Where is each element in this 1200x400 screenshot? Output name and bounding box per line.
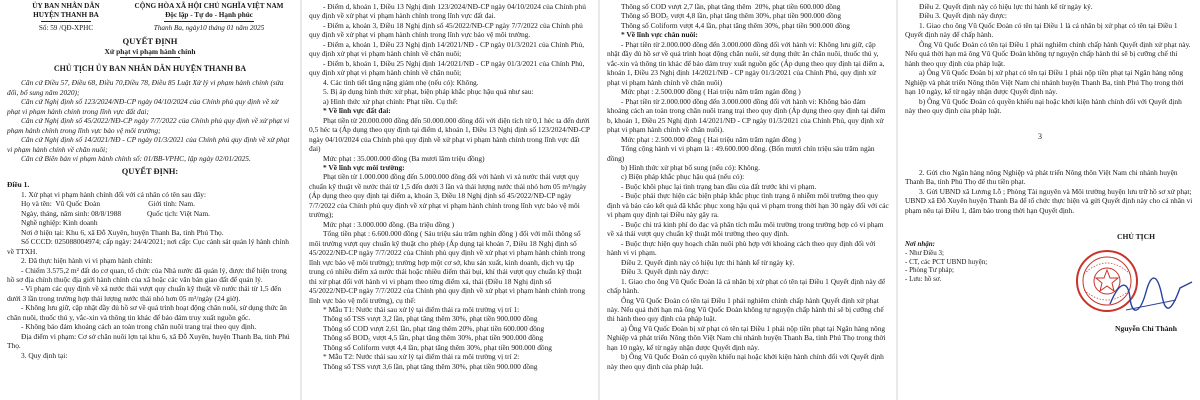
paragraph-line: Thông số Coliform vượt 4,4 lần, phạt tăng thêm 30%, phạt tiền 900.000 đồng (621, 20, 850, 30)
document-page-1 (0, 0, 300, 400)
paragraph-line: b) Hình thức xử phạt bổ sung (nếu có): Không. (621, 162, 760, 172)
issuing-body (7, 2, 125, 34)
paragraph-line: * Mẫu T1: Nước thải sau xử lý tại điểm thải ra môi trường vị trí 1: (323, 305, 520, 314)
paragraph-line: * Về lĩnh vực chăn nuôi: (621, 30, 698, 40)
paragraph-line: Ngày, tháng, năm sinh: 08/8/1988 Quốc tịch: Việt Nam. (21, 208, 211, 218)
document-subtitle: Xử phạt vi phạm hành chính (104, 46, 196, 56)
paragraph-line: 2. Đã thực hiện hành vi vi phạm hành chính: (21, 256, 153, 266)
paragraph-line: b) Ông Vũ Quốc Đoàn có quyền khiếu nại hoặc khởi kiện hành chính đối với Quyết định này theo quy định của pháp luật. (905, 96, 1184, 116)
paragraph-line: 2. Gửi cho Ngân hàng nông Nghiệp và phát triển Nông thôn Việt Nam chi nhánh huyện Thanh Ba, tỉnh Phú Thọ để thu tiền phạt. (905, 168, 1180, 187)
page-number: 3 (1038, 132, 1042, 141)
paragraph-line: Nơi ở hiện tại: Khu 6, xã Đỗ Xuyên, huyện Thanh Ba, tỉnh Phú Thọ. (21, 227, 224, 237)
recipients-items (905, 249, 987, 284)
paragraph-line: Căn cứ Biên bản vi phạm hành chính số: 01/BB-VPHC, lập ngày 02/01/2025. (21, 154, 251, 164)
paragraph-line: Mức phạt : 3.000.000 đồng. (Ba triệu đồng ) (323, 219, 455, 229)
header-underline-right (164, 21, 254, 22)
paragraph-line: - Chiếm 3.575,2 m² đất do cơ quan, tổ chức của Nhà nước đã quản lý, được thể hiện trong hồ sơ địa chính thuộc địa giới hành chính của xã hoặc các văn bản giao đất để quản lý. (7, 265, 289, 285)
paragraph-line: Tổng tiền phạt : 6.600.000 đồng ( Sáu triệu sáu trăm nghìn đồng ) đối với mỗi thông số môi trường vượt quy chuẩn kỹ thuật cho phép (Áp dụng tại khoản 7, Điều 18 Nghị định số 45/2022/NĐ-CP ngày 7/7/2022 của Chính phủ quy định về xử phạt vi phạm hành chính trong lĩnh vực bảo vệ môi trường); trường hợp một cơ sở, khu sản xuất, kinh doanh, dịch vụ tập trung có nhiều điểm xả nước thải hoặc nhiều điểm thải bụi, khí thải vượt quy chuẩn kỹ thuật thì xử phạt đối với hành vi vi phạm theo từng điểm xả, thải (Điều 18 Nghị định số 45/2022/NĐ-CP ngày 7/7/2022 của Chính phủ quy định về xử phạt vi phạm hành chính trong lĩnh vực bảo vệ môi trường), cụ thể: (309, 229, 587, 305)
paragraph-line: 1. Giao cho ông Vũ Quốc Đoàn là cá nhân bị xử phạt có tên tại Điều 1 Quyết định này để chấp hành. (607, 276, 887, 296)
issuer-title: CHỦ TỊCH ỦY BAN NHÂN DÂN HUYỆN THANH BA (53, 64, 247, 74)
nation-line-1: CỘNG HÒA XÃ HỘI CHỦ NGHĨA VIỆT NAM (134, 2, 284, 10)
paragraph-line: * Về lĩnh vực đất đai: (323, 106, 391, 116)
paragraph-line: Mức phạt : 35.000.000 đồng (Ba mươi lăm triệu đồng) (323, 153, 485, 163)
paragraph-line: Phạt tiền từ 20.000.000 đồng đến 50.000.000 đồng đối với diện tích từ 0,1 héc ta đến dưới 0,5 héc ta (Áp dụng theo quy định tại điểm d, khoản 1, Điều 13 Nghị định số 123/2024/NĐ-CP ngày 04/10/2024 của Chính phủ quy định về xử phạt vi phạm hành chính trong lĩnh vực đất đai) (309, 115, 592, 154)
header-underline-left (41, 21, 91, 22)
paragraph-line: Căn cứ Nghị định số 123/2024/NĐ-CP ngày 04/10/2024 của Chính phủ quy định về xử phạt vi phạm hành chính trong lĩnh vực đất đai; (7, 97, 280, 116)
paragraph-line: Điều 2. Quyết định này có hiệu lực thi hành kể từ ngày ký. (621, 257, 795, 267)
paragraph-line: Thông số BOD₅ vượt 4,5 lần, phạt tăng thêm 30%, phạt tiền 900.000 đồng (323, 333, 544, 343)
paragraph-line: 1. Giao cho ông Vũ Quốc Đoàn có tên tại Điều 1 là cá nhân bị xử phạt có tên tại Điều 1 Quyết định này để chấp hành. (905, 20, 1180, 40)
paragraph-line: Điều 2. Quyết định này có hiệu lực thi hành kể từ ngày ký. (919, 2, 1093, 11)
paragraph-line: - Vi phạm các quy định về xả nước thải vượt quy chuẩn kỹ thuật về nước thải từ 1,5 đến dưới 3 lần trong trường hợp thải lượng nước thải nhỏ hơn 05 m³/ngày (24 giờ). (7, 284, 283, 303)
paragraph-line: Ông Vũ Quốc Đoàn có tên tại Điều 1 phải nghiêm chỉnh chấp hành Quyết định xử phạt này. Nếu quá thời hạn mà ông Vũ Quốc Đoàn không tự nguyện chấp hành thì sẽ bị cưỡng chế thi hành theo quy định của pháp luật. (905, 39, 1193, 68)
paragraph-line: Căn cứ Điều 57, Điều 68, Điều 70,Điều 78, Điều 85 Luật Xử lý vi phạm hành chính (sửa đổi, bổ sung năm 2020); (7, 78, 286, 97)
paragraph-line: a) Ông Vũ Quốc Đoàn bị xử phạt có tên tại Điều 1 phải nộp tiền phạt tại Ngân hàng nông Nghiệp và phát triển Nông thôn Việt Nam chi nhánh huyện Thanh Ba, tỉnh Phú Thọ trong thời hạn 10 ngày, kể từ ngày nhận được Quyết định này. (607, 323, 888, 352)
penalty-continuation-block (607, 2, 889, 371)
paragraph-line: Căn cứ Nghị định số 14/2021/NĐ - CP ngày 01/3/2021 của Chính phủ quy định về xử phạt vi phạm hành chính về chăn nuôi; (7, 135, 292, 154)
recipient-item: - CT, các PCT UBND huyện; (905, 257, 988, 266)
recipient-item: - Như Điều 3; (905, 248, 944, 257)
header-block (7, 2, 293, 34)
document-page-4 (898, 0, 1200, 400)
paragraph-line: - Không lưu giữ, cập nhật đầy đủ hồ sơ về quá trình hoạt động chăn nuôi, sử dụng thức ăn chăn nuôi, thuốc thú y, vắc-xin và thông tin khác để báo đảm truy xuất nguồn gốc. (7, 303, 289, 322)
signer-title: CHỦ TỊCH (1116, 232, 1156, 241)
decision-heading: QUYẾT ĐỊNH: (121, 166, 179, 176)
document-page-2 (302, 0, 598, 400)
paragraph-line: Ông Vũ Quốc Đoàn có tên tại Điều 1 phải nghiêm chỉnh chấp hành Quyết định xử phạt này. Nếu quá thời hạn mà ông Vũ Quốc Đoàn không tự nguyện chấp hành thì sẽ bị cưỡng chế thi hành theo quy định của pháp luật. (607, 295, 886, 324)
recipient-item: - Phòng Tư pháp; (905, 266, 954, 275)
document-page-3 (600, 0, 896, 400)
paragraph-line: Thông số COD vượt 2,61 lần, phạt tăng thêm 20%, phạt tiền 600.000 đồng (323, 323, 545, 333)
paragraph-line: - Buộc khôi phục lại tình trạng ban đầu của đất trước khi vi phạm. (621, 181, 817, 191)
national-motto (125, 2, 293, 34)
paragraph-line: Thông số TSS vượt 3,2 lần, phạt tăng thêm 30%, phạt tiền 900.000 đồng (323, 314, 538, 324)
document-title: QUYẾT ĐỊNH (122, 35, 178, 46)
paragraph-line: Điều 3. Quyết định này được: (621, 267, 709, 277)
document-number: Số: 59 /QĐ-XPHC (38, 24, 94, 33)
paragraph-line: - Điểm d, khoản 1, Điều 13 Nghị định 123/2024/NĐ-CP ngày 04/10/2024 của Chính phủ quy định về xử phạt vi phạm hành chính trong lĩnh vực đất đai. (309, 2, 588, 21)
gov-name-line-2: HUYỆN THANH BA (33, 11, 99, 20)
paragraph-line: a) Ông Vũ Quốc Đoàn bị xử phạt có tên tại Điều 1 phải nộp tiền phạt tại Ngân hàng nông Nghiệp và phát triển Nông thôn Việt Nam chi nhánh huyện Thanh Ba, tỉnh Phú Thọ trong thời hạn 10 ngày, kể từ ngày nhận được Quyết định này. (905, 68, 1186, 97)
penalty-details-block (309, 2, 591, 371)
paragraph-line: - Buộc thực hiện quy hoạch chăn nuôi phù hợp với khoảng cách theo quy định đối với hành vi vi phạm. (607, 238, 878, 258)
paragraph-line: b) Ông Vũ Quốc Đoàn có quyền khiếu nại hoặc khởi kiện hành chính đối với Quyết định này theo quy định của pháp luật. (607, 352, 886, 371)
paragraph-line: Họ và tên: Vũ Quốc Đoàn Giới tính: Nam. (21, 199, 195, 209)
paragraph-line: Số CCCD: 025088004974; cấp ngày: 24/4/2021; nơi cấp: Cục cảnh sát quản lý hành chính về TTXH. (7, 237, 291, 256)
distribution-block (905, 168, 1193, 215)
paragraph-line: a) Hình thức xử phạt chính: Phạt tiền. Cụ thể: (323, 96, 458, 106)
signature-area (898, 232, 1200, 400)
recipients-list (905, 240, 987, 284)
article-1-block (7, 180, 293, 360)
paragraph-line: Mức phạt : 2.500.000 đồng ( Hai triệu năm trăm ngàn đồng ) (621, 134, 801, 144)
paragraph-line: 5. Bị áp dụng hình thức xử phạt, biện pháp khắc phục hậu quả như sau: (323, 87, 534, 97)
paragraph-line: Điều 1. (7, 180, 30, 190)
paragraph-line: Điều 3. Quyết định này được: (919, 11, 1007, 21)
paragraph-line: - Điểm a, khoản 3, Điều 18 Nghị định số 45/2022/NĐ-CP ngày 7/7/2022 của Chính phủ quy định về xử phạt vi phạm hành chính trong lĩnh vực bảo vệ môi trường. (309, 20, 585, 40)
gov-name-line-1: ỦY BAN NHÂN DÂN (32, 2, 100, 10)
paragraph-line: - Phạt tiền từ 2.000.000 đồng đến 3.000.000 đồng đối với hành vi: Không lưu giữ, cập nhật đầy đủ hồ sơ về quá trình hoạt động chăn nuôi, sử dụng thức ăn chăn nuôi, thuốc thú y, vắc-xin và thông tin khác để báo đảm truy xuất nguồn gốc (Áp dụng theo quy định tại điểm a, khoản 1, Điều 23 Nghị định 14/2021/NĐ - CP ngày 01/3/2021 của Chính Phủ, quy định xử phạt vi phạm hành chính về chăn nuôi) (607, 39, 887, 87)
paragraph-line: Nghề nghiệp: Kinh doanh (21, 218, 98, 228)
recipient-item: - Lưu: hồ sơ. (905, 275, 942, 283)
paragraph-line: Căn cứ Nghị định số 45/2022/NĐ-CP ngày 7/7/2022 của Chính phủ quy định về xử phạt vi phạm hành chính trong lĩnh vực bảo vệ môi trường; (7, 116, 292, 135)
paragraph-line: Phạt tiền từ 1.000.000 đồng đến 5.000.000 đồng đối với hành vi xả nước thải vượt quy chuẩn kỹ thuật về nước thải từ 1,5 đến dưới 3 lần và thải lượng nước thải nhỏ hơn 05 m³/ngày (Áp dụng theo quy định tại điểm a, khoản 3, Điều 18 Nghị định số 45/2022/NĐ-CP ngày 7/7/2022 của Chính phủ quy định về xử phạt vi phạm hành chính trong lĩnh vực bảo vệ môi trường); (309, 172, 589, 220)
paragraph-line: c) Biện pháp khắc phục hậu quả (nếu có): (621, 172, 745, 182)
handwritten-signature (1106, 270, 1196, 320)
legal-basis-block (7, 78, 293, 163)
paragraph-line: Thông số Coliform vượt 4,4 lần, phạt tăng thêm 30%, phạt tiền 900.000 đồng (323, 342, 552, 352)
paragraph-line: 3. Quy định tại: (21, 350, 68, 360)
nation-line-2: Độc lập - Tự do - Hạnh phúc (165, 11, 253, 20)
paragraph-line: - Không báo đảm khoảng cách an toàn trong chăn nuôi trang trại theo quy định. (21, 322, 257, 332)
paragraph-line: Địa điểm vi phạm: Cơ sở chăn nuôi lợn tại khu 6, xã Đỗ Xuyên, huyện Thanh Ba, tỉnh Phú Thọ. (7, 331, 292, 351)
paragraph-line: - Buộc chi trả kinh phí đo đạc và phân tích mẫu môi trường trong trường hợp có vi phạm về xả thải vượt quy chuẩn kỹ thuật môi trường theo quy định. (607, 219, 886, 239)
paragraph-line: - Phạt tiền từ 2.000.000 đồng đến 3.000.000 đồng đối với hành vi: Không báo đảm khoảng cách an toàn trong chăn nuôi trang trại theo quy định (Áp dụng theo quy định tại điểm b, khoản 1, Điều 25 Nghị định 14/2021/NĐ - CP ngày 01/3/2021 của Chính Phủ, quy định xử phạt vi phạm hành chính về chăn nuôi). (607, 96, 888, 135)
paragraph-line: 3. Gửi UBND xã Lương Lỗ ; Phòng Tài nguyên và Môi trường huyện lưu trữ hồ sơ xử phạt; UBND xã Đỗ Xuyên huyện Thanh Ba để tổ chức thực hiện và gửi Quyết định này cho cá nhân vi phạm nêu tại Điều 1, đăm bảo trong thời hạn Quyết định. (905, 186, 1195, 215)
paragraph-line: Thông số TSS vượt 3,6 lần, phạt tăng thêm 30%, phạt tiền 900.000 đồng (323, 361, 538, 371)
paragraph-line: Thông số COD vượt 2,7 lần, phạt tăng thêm 20%, phạt tiền 600.000 đồng (621, 2, 841, 11)
paragraph-line: - Điểm b, khoản 1, Điều 25 Nghị định 14/2021/NĐ - CP ngày 01/3/2021 của Chính Phủ, quy định xử phạt vi phạm hành chính về chăn nuôi; (309, 58, 587, 78)
paragraph-line: * Về lĩnh vực môi trường: (323, 162, 405, 172)
paragraph-line: * Mẫu T2: Nước thải sau xử lý tại điểm thải ra môi trường vị trí 2: (323, 352, 520, 362)
paragraph-line: Mức phạt : 2.500.000 đồng ( Hai triệu năm trăm ngàn đồng ) (621, 87, 801, 97)
paragraph-line: 4. Các tình tiết tăng nặng giảm nhẹ (nếu có): Không. (323, 77, 479, 87)
paragraph-line: 1. Xử phạt vi phạm hành chính đối với cá nhân có tên sau đây: (21, 189, 207, 199)
paragraph-line: Tổng cộng hành vi vi phạm là : 49.600.000 đồng. (Bốn mươi chín triệu sáu trăm ngàn đồng) (607, 144, 877, 163)
signer-name: Nguyễn Chí Thành (1115, 324, 1177, 333)
paragraph-line: - Điểm a, khoản 1, Điều 23 Nghị định 14/2021/NĐ - CP ngày 01/3/2021 của Chính Phủ, quy định xử phạt vi phạm hành chính về chăn nuôi; (309, 39, 586, 59)
recipients-title: Nơi nhận: (905, 240, 936, 248)
paragraph-line: - Buộc phải thực hiện các biện pháp khắc phục tình trạng ô nhiễm môi trường theo quy định và báo cáo kết quả đã khắc phục xong hậu quả vi phạm trong thời hạn 30 ngày đối với các vi phạm quy định tại Điều này gây ra. (607, 191, 891, 220)
paragraph-line: Thông số BOD₅ vượt 4,8 lần, phạt tăng thêm 30%, phạt tiền 900.000 đồng (621, 11, 842, 21)
article-2-3-block (905, 2, 1193, 116)
place-and-date: Thanh Ba, ngày10 tháng 01 năm 2025 (153, 24, 265, 33)
title-underline (120, 57, 180, 58)
